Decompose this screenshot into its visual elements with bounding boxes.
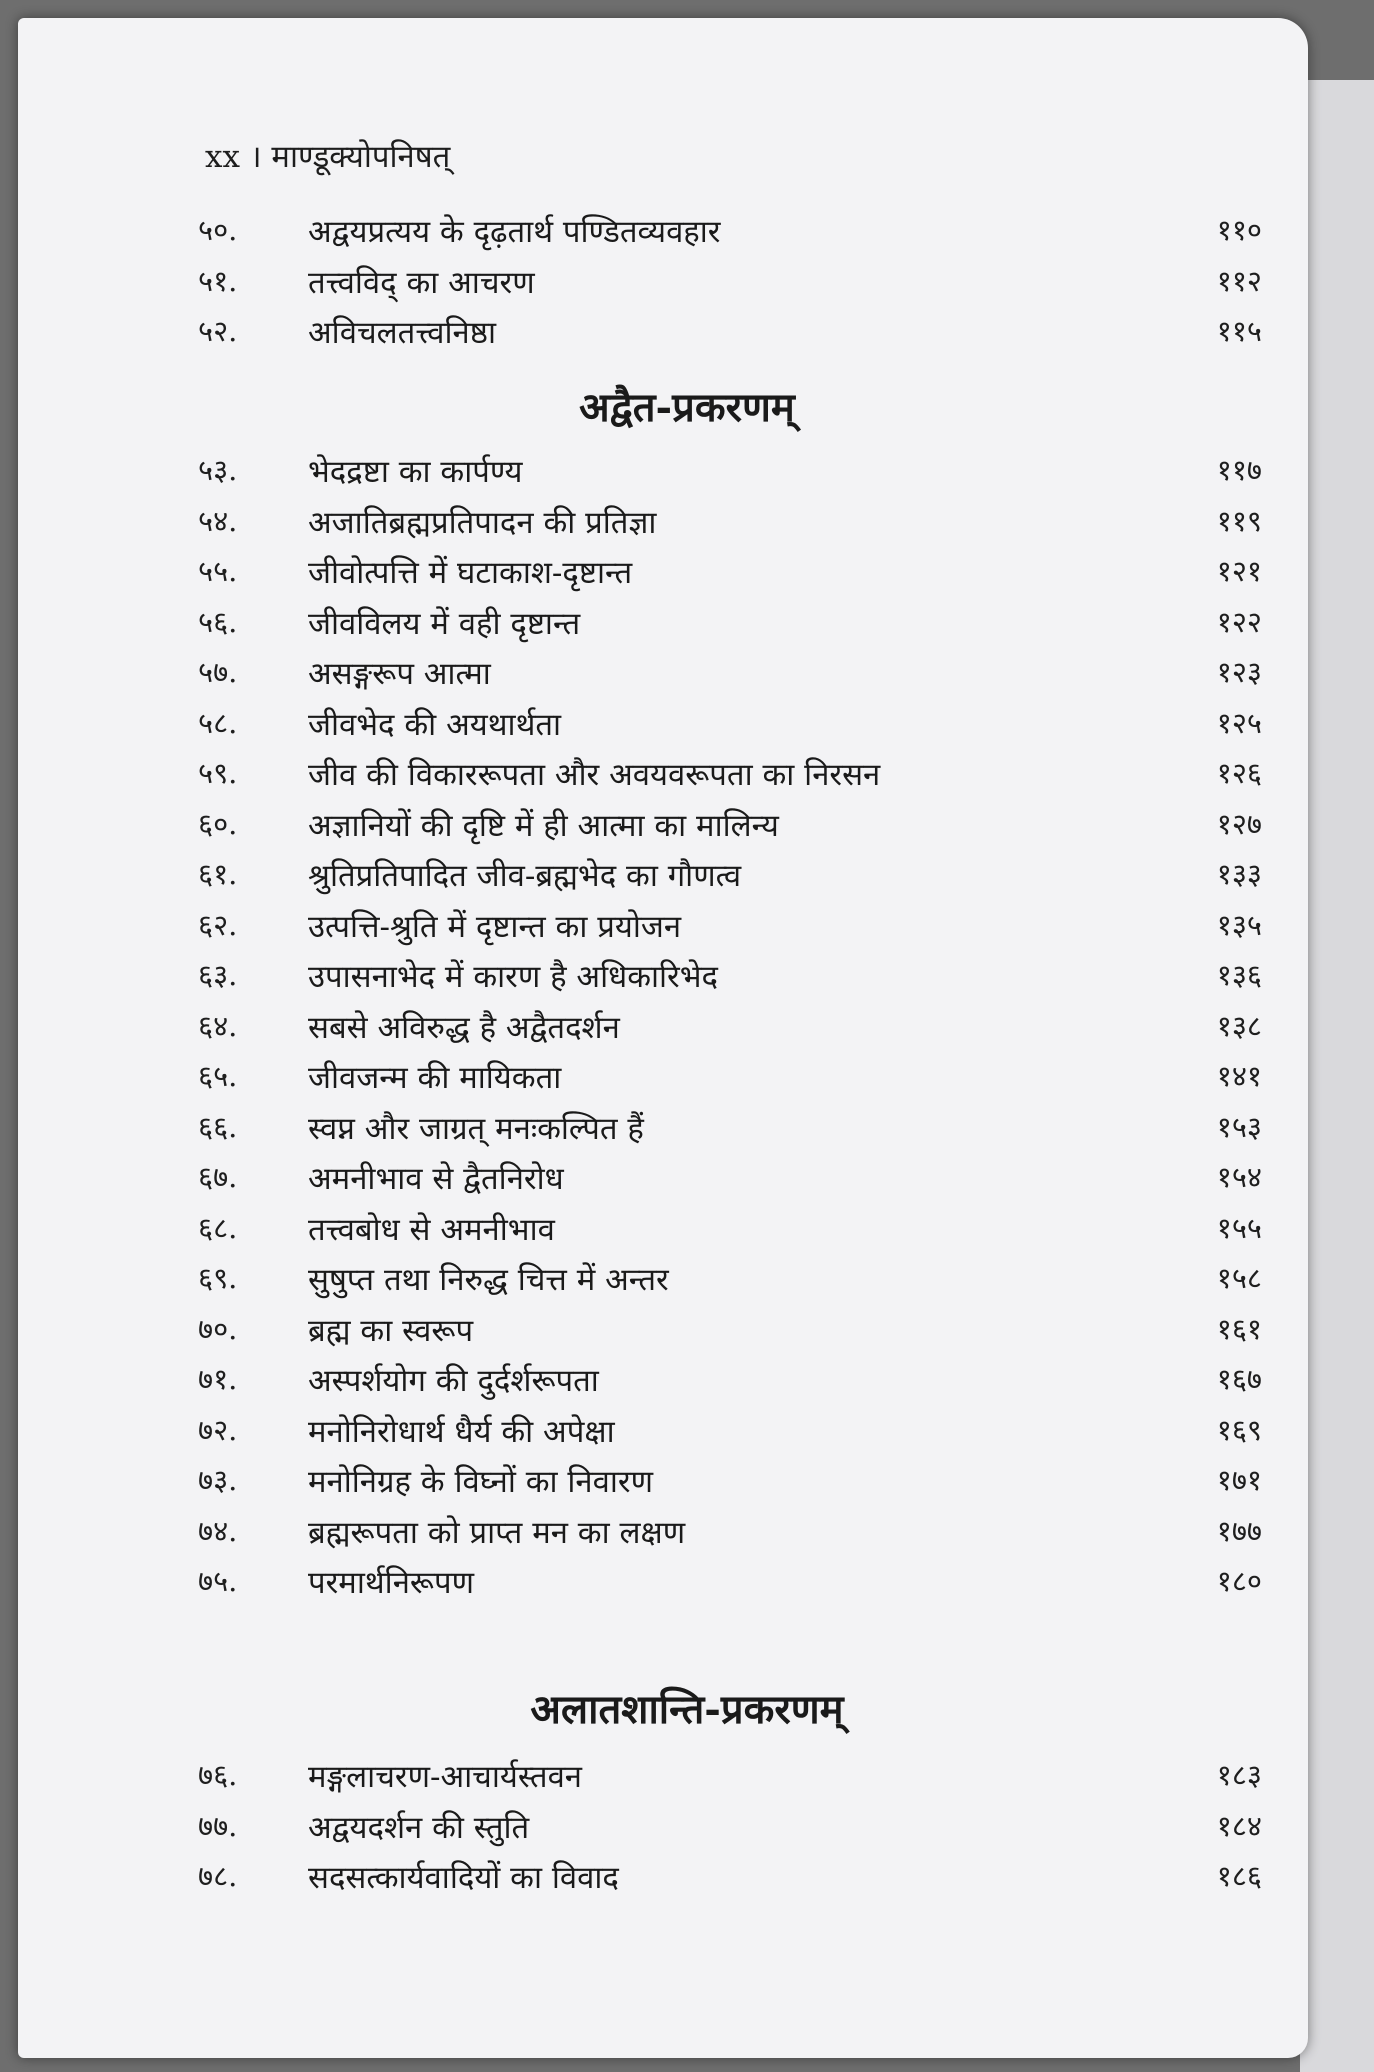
- entry-title: अस्पर्शयोग की दुर्दर्शरूपता: [308, 1363, 599, 1399]
- entry-page-number: ११०: [1216, 213, 1262, 247]
- entry-title: श्रुतिप्रतिपादित जीव-ब्रह्मभेद का गौणत्व: [308, 858, 742, 894]
- entry-page-number: १७१: [1216, 1463, 1262, 1497]
- entry-number: ५३.: [198, 453, 238, 487]
- toc-entry: [0, 1806, 1374, 1854]
- entry-page-number: १३५: [1216, 907, 1262, 942]
- entry-page-number: १८४: [1216, 1808, 1262, 1843]
- toc-entry: [0, 450, 1374, 498]
- entry-page-number: १६७: [1216, 1362, 1262, 1396]
- entry-number: ५५.: [198, 554, 238, 588]
- entry-title: सुषुप्त तथा निरुद्ध चित्त में अन्तर: [308, 1262, 669, 1298]
- entry-number: ५४.: [198, 503, 238, 538]
- entry-number: ५६.: [198, 604, 238, 639]
- entry-page-number: १३३: [1216, 857, 1262, 891]
- entry-number: ७८.: [198, 1859, 238, 1893]
- entry-page-number: १२६: [1216, 756, 1262, 790]
- entry-number: ६६.: [198, 1109, 238, 1144]
- entry-title: अज्ञानियों की दृष्टि में ही आत्मा का मालिन्य: [308, 807, 779, 844]
- entry-number: ५७.: [198, 655, 238, 689]
- entry-page-number: १७७: [1216, 1513, 1262, 1548]
- entry-page-number: १८०: [1216, 1564, 1262, 1598]
- entry-number: ६०.: [198, 806, 238, 841]
- toc-entry: [0, 1056, 1374, 1104]
- entry-page-number: १२५: [1216, 705, 1262, 740]
- entry-page-number: १२१: [1216, 554, 1262, 588]
- entry-number: ७४.: [198, 1513, 238, 1548]
- entry-title: मनोनिरोधार्थ धैर्य की अपेक्षा: [308, 1413, 615, 1450]
- entry-number: ६८.: [198, 1210, 238, 1245]
- toc-entry: [0, 1309, 1374, 1357]
- entry-title: तत्त्वबोध से अमनीभाव: [308, 1211, 555, 1248]
- entry-page-number: ११२: [1216, 263, 1262, 298]
- entry-page-number: ११५: [1216, 314, 1262, 348]
- entry-number: ५२.: [198, 314, 238, 348]
- entry-number: ६५.: [198, 1059, 238, 1093]
- toc-entry: [0, 501, 1374, 549]
- entry-title: अद्वयप्रत्यय के दृढ़तार्थ पण्डितव्यवहार: [308, 214, 721, 250]
- entry-title: अद्वयदर्शन की स्तुति: [308, 1809, 530, 1846]
- running-header: xx । माण्डूक्योपनिषत्: [205, 139, 451, 175]
- entry-title: अजातिब्रह्मप्रतिपादन की प्रतिज्ञा: [308, 504, 657, 541]
- entry-number: ७१.: [198, 1362, 238, 1396]
- entry-title: सबसे अविरुद्ध है अद्वैतदर्शन: [308, 1009, 620, 1046]
- entry-title: स्वप्न और जाग्रत् मनःकल्पित हैं: [308, 1110, 644, 1147]
- entry-title: सदसत्कार्यवादियों का विवाद: [308, 1860, 619, 1896]
- entry-page-number: १५४: [1216, 1160, 1262, 1194]
- entry-title: अमनीभाव से द्वैतनिरोध: [308, 1161, 564, 1197]
- entry-page-number: १२३: [1216, 655, 1262, 689]
- entry-title: मङ्गलाचरण-आचार्यस्तवन: [308, 1759, 583, 1795]
- entry-number: ५१.: [198, 263, 238, 298]
- toc-entry: [0, 1006, 1374, 1054]
- entry-title: जीवजन्म की मायिकता: [308, 1060, 562, 1096]
- entry-page-number: १५३: [1216, 1109, 1262, 1144]
- entry-title: अविचलतत्त्वनिष्ठा: [308, 315, 497, 351]
- entry-title: जीवविलय में वही दृष्टान्त: [308, 605, 581, 642]
- toc-entry: [0, 804, 1374, 852]
- entry-number: ७५.: [198, 1564, 238, 1598]
- entry-page-number: १८३: [1216, 1758, 1262, 1792]
- toc-entry: [0, 753, 1374, 801]
- entry-number: ६३.: [198, 958, 238, 992]
- entry-number: ६७.: [198, 1160, 238, 1194]
- entry-page-number: १३६: [1216, 958, 1262, 992]
- entry-page-number: १६१: [1216, 1311, 1262, 1346]
- entry-number: ७३.: [198, 1463, 238, 1497]
- toc-entry: [0, 1511, 1374, 1559]
- section-heading-advaita: अद्वैत-प्रकरणम्: [579, 384, 795, 431]
- entry-page-number: १२७: [1216, 806, 1262, 841]
- entry-number: ७६.: [198, 1758, 238, 1792]
- entry-title: मनोनिग्रह के विघ्नों का निवारण: [308, 1464, 653, 1500]
- toc-entry: [0, 703, 1374, 751]
- entry-number: ५०.: [198, 213, 238, 247]
- toc-entry: [0, 955, 1374, 1003]
- toc-entry: [0, 1410, 1374, 1458]
- entry-title: भेदद्रष्टा का कार्पण्य: [308, 454, 523, 490]
- toc-entry: [0, 602, 1374, 650]
- entry-number: ६९.: [198, 1261, 238, 1295]
- entry-title: ब्रह्मरूपता को प्राप्त मन का लक्षण: [308, 1514, 686, 1551]
- entry-page-number: ११७: [1216, 453, 1262, 487]
- toc-entry: [0, 551, 1374, 599]
- toc-entry: [0, 1561, 1374, 1609]
- entry-page-number: १५८: [1216, 1261, 1262, 1295]
- entry-number: ७०.: [198, 1311, 238, 1346]
- toc-entry: [0, 652, 1374, 700]
- entry-title: ब्रह्म का स्वरूप: [308, 1312, 474, 1349]
- entry-number: ५९.: [198, 756, 238, 790]
- toc-entry: [0, 1856, 1374, 1904]
- toc-entry: [0, 1258, 1374, 1306]
- toc-entry: [0, 1107, 1374, 1155]
- entry-page-number: १८६: [1216, 1859, 1262, 1893]
- toc-entry: [0, 261, 1374, 309]
- toc-entry: [0, 1755, 1374, 1803]
- entry-page-number: १५५: [1216, 1210, 1262, 1245]
- entry-page-number: ११९: [1216, 503, 1262, 538]
- entry-title: जीवोत्पत्ति में घटाकाश-दृष्टान्त: [308, 555, 633, 591]
- entry-title: जीव की विकाररूपता और अवयवरूपता का निरसन: [308, 757, 881, 793]
- toc-entry: [0, 1208, 1374, 1256]
- toc-entry: [0, 854, 1374, 902]
- entry-title: जीवभेद की अयथार्थता: [308, 706, 562, 743]
- entry-title: उत्पत्ति-श्रुति में दृष्टान्त का प्रयोजन: [308, 908, 682, 945]
- toc-entry: [0, 210, 1374, 258]
- entry-page-number: १३८: [1216, 1008, 1262, 1043]
- entry-number: ७२.: [198, 1412, 238, 1447]
- toc-entry: [0, 1157, 1374, 1205]
- entry-title: असङ्गरूप आत्मा: [308, 656, 491, 692]
- section-heading-alatashanti: अलातशान्ति-प्रकरणम्: [530, 1686, 844, 1733]
- toc-entry: [0, 1460, 1374, 1508]
- entry-number: ६१.: [198, 857, 238, 891]
- entry-number: ६२.: [198, 907, 238, 942]
- entry-page-number: १४१: [1216, 1059, 1262, 1093]
- toc-entry: [0, 1359, 1374, 1407]
- entry-number: ७७.: [198, 1808, 238, 1843]
- toc-entry: [0, 311, 1374, 359]
- entry-page-number: १६९: [1216, 1412, 1262, 1447]
- entry-title: परमार्थनिरूपण: [308, 1565, 475, 1601]
- entry-title: तत्त्वविद् का आचरण: [308, 264, 535, 301]
- entry-number: ५८.: [198, 705, 238, 740]
- entry-page-number: १२२: [1216, 604, 1262, 639]
- entry-title: उपासनाभेद में कारण है अधिकारिभेद: [308, 959, 718, 995]
- entry-number: ६४.: [198, 1008, 238, 1043]
- toc-entry: [0, 905, 1374, 953]
